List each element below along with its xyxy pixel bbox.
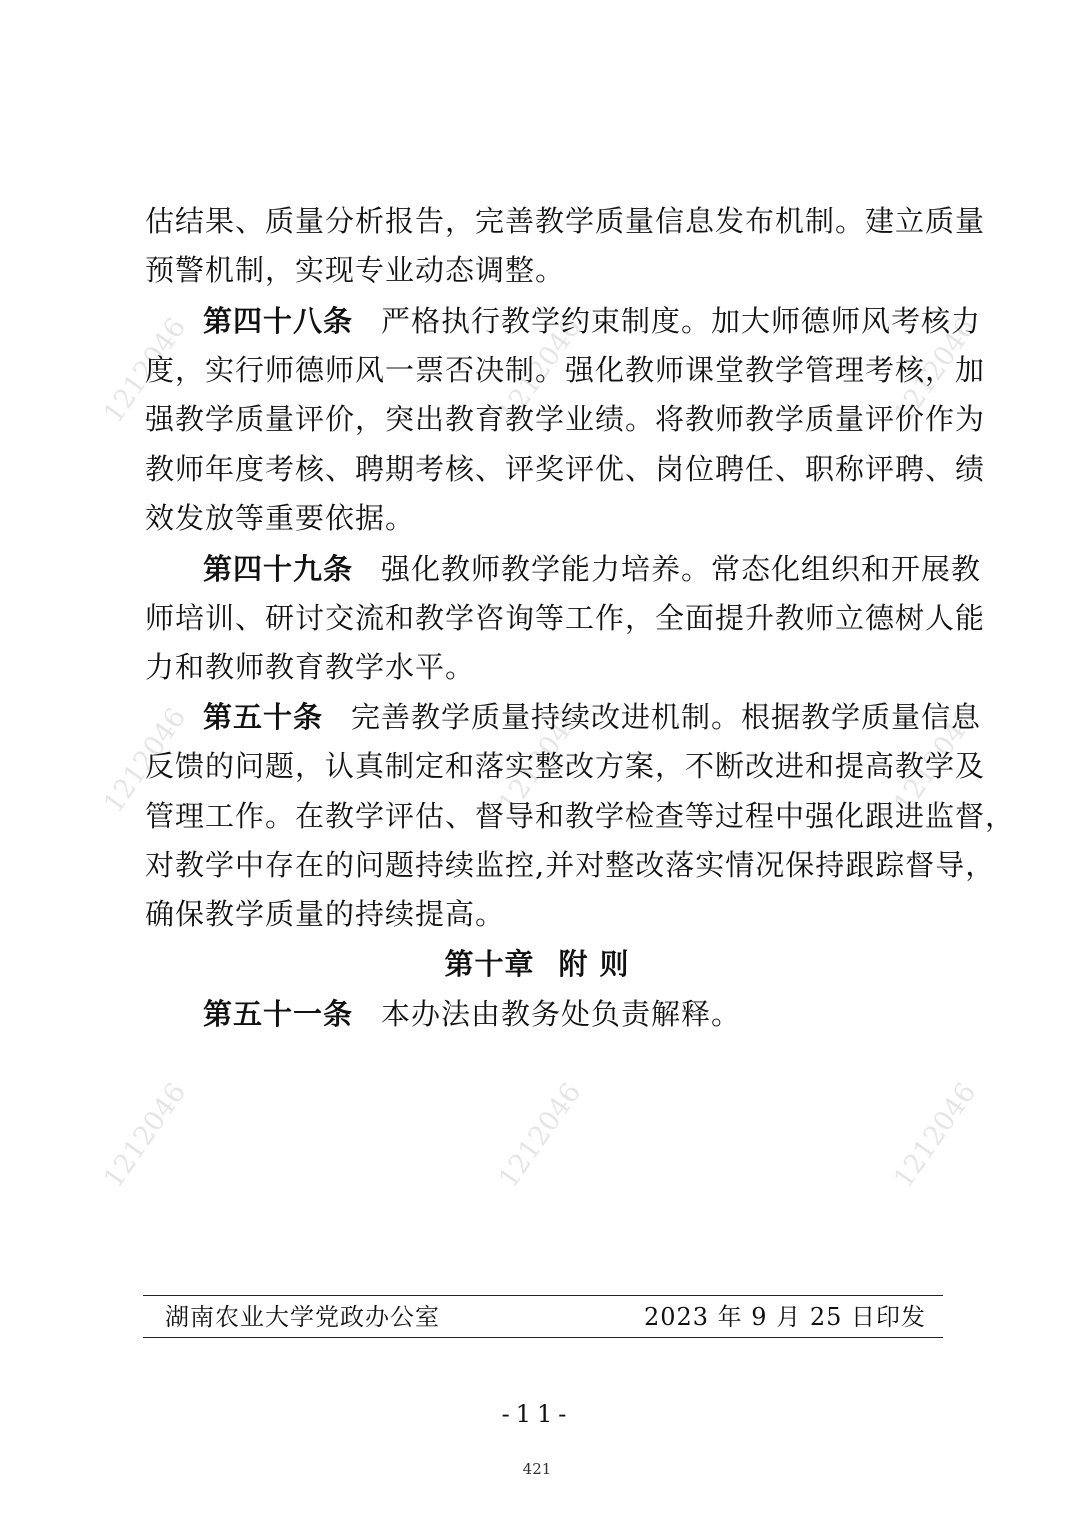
- article-label: 第四十九条: [203, 552, 354, 586]
- watermark: 1212046: [887, 1077, 983, 1194]
- article-text: 严格执行教学约束制度。加大师德师风考核力: [381, 304, 982, 338]
- issue-date: 2023 年 9 月 25 日印发: [643, 1303, 926, 1331]
- article-label: 第五十条: [203, 700, 324, 734]
- watermark: 1212046: [97, 1077, 193, 1194]
- article-text: 完善教学质量持续改进机制。根据教学质量信息: [351, 700, 982, 734]
- watermark: 1212046: [887, 702, 983, 819]
- article-text: 强化教师教学能力培养。常态化组织和开展教: [381, 552, 982, 586]
- article-50-line: 反馈的问题，认真制定和落实整改方案，不断改进和提高教学及: [145, 749, 986, 783]
- body-text-line: 预警机制，实现专业动态调整。: [145, 253, 566, 287]
- article-text: 本办法由教务处负责解释。: [381, 997, 742, 1031]
- watermark: 1212046: [492, 312, 588, 429]
- article-48-line: 效发放等重要依据。: [145, 501, 416, 535]
- watermark: 1212046: [887, 312, 983, 429]
- footer-top-rule: [143, 1295, 943, 1296]
- article-50-line: 确保教学质量的持续提高。: [145, 897, 506, 931]
- article-label: 第四十八条: [203, 304, 354, 338]
- article-50-first-line: [145, 699, 982, 735]
- article-48-first-line: [145, 303, 982, 339]
- chapter-title: 附 则: [558, 947, 630, 981]
- page-number: -11-: [501, 1400, 573, 1428]
- article-50-line: 管理工作。在教学评估、督导和教学检查等过程中强化跟进监督，: [145, 799, 1016, 833]
- watermark: 1212046: [97, 702, 193, 819]
- article-label: 第五十一条: [203, 997, 354, 1031]
- article-49-line: 师培训、研讨交流和教学咨询等工作，全面提升教师立德树人能: [145, 601, 986, 635]
- article-48-line: 度，实行师德师风一票否决制。强化教师课堂教学管理考核，加: [145, 353, 986, 387]
- article-48-line: 强教学质量评价，突出教育教学业绩。将教师教学质量评价作为: [145, 402, 986, 436]
- watermark: 1212046: [492, 1077, 588, 1194]
- watermark: 1212046: [97, 312, 193, 429]
- article-49-line: 力和教师教育教学水平。: [145, 650, 476, 684]
- article-51-line: [145, 996, 945, 1032]
- body-text-line: 估结果、质量分析报告，完善教学质量信息发布机制。建立质量: [145, 204, 986, 238]
- chapter-number: 第十章: [444, 947, 535, 981]
- footer-bottom-rule: [143, 1337, 943, 1338]
- article-50-line: 对教学中存在的问题持续监控,并对整改落实情况保持跟踪督导，: [145, 848, 996, 882]
- watermark: 1212046: [492, 702, 588, 819]
- article-48-line: 教师年度考核、聘期考核、评奖评优、岗位聘任、职称评聘、绩: [145, 452, 986, 486]
- chapter-heading: [0, 946, 1074, 982]
- issuer: 湖南农业大学党政办公室: [165, 1303, 440, 1331]
- stamp-number: 421: [522, 1460, 552, 1478]
- article-49-first-line: [145, 551, 982, 587]
